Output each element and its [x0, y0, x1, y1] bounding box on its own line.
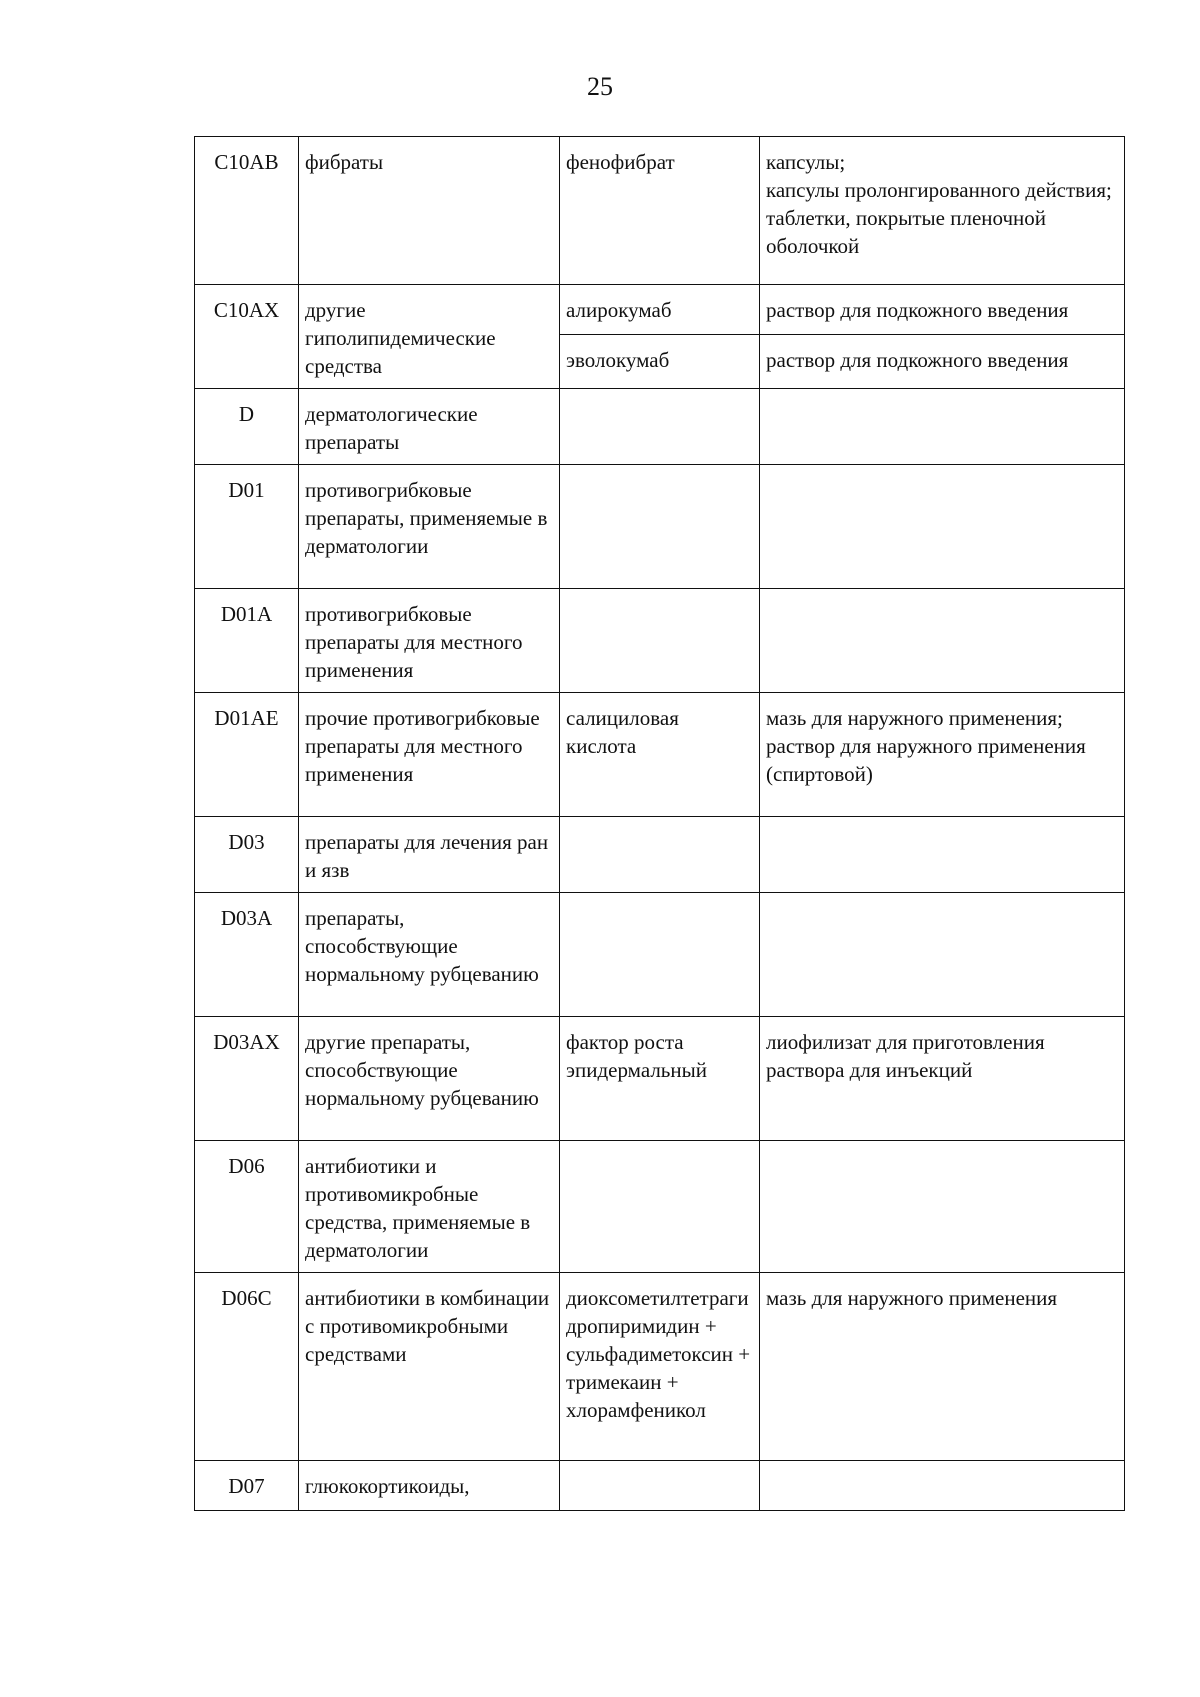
table-row: [195, 1273, 1125, 1461]
table-row: [195, 389, 1125, 465]
table-row: [195, 1017, 1125, 1141]
group-cell: препараты для лечения ран и язв: [299, 817, 560, 893]
form-cell: [760, 589, 1125, 693]
drug-cell: эволокумаб: [560, 334, 760, 388]
group-cell: фибраты: [299, 137, 560, 285]
form-cell: [760, 893, 1125, 1017]
table-row: [195, 817, 1125, 893]
drug-cell: [560, 589, 760, 693]
group-cell: противогрибковые препараты для местного применения: [299, 589, 560, 693]
atc-code-cell: D03A: [195, 893, 299, 1017]
form-line: таблетки, покрытые пленочной оболочкой: [766, 206, 1047, 258]
drug-cell: фактор роста эпидермальный: [560, 1017, 760, 1141]
table-row: [195, 137, 1125, 285]
drug-cell: диоксометилтетрагидропиримидин + сульфадиметоксин + тримекаин + хлорамфеникол: [560, 1273, 760, 1461]
drug-cell: [560, 1461, 760, 1511]
form-cell: раствор для подкожного введения: [760, 334, 1125, 388]
drug-cell: фенофибрат: [560, 137, 760, 285]
form-cell: [760, 465, 1125, 589]
group-cell: антибиотики в комбинации с противомикробными средствами: [299, 1273, 560, 1461]
table-row: [195, 893, 1125, 1017]
form-line: мазь для наружного применения;: [766, 706, 1063, 730]
group-cell: глюкокортикоиды,: [299, 1461, 560, 1511]
form-cell: мазь для наружного применения: [760, 1273, 1125, 1461]
drug-cell: салициловая кислота: [560, 693, 760, 817]
drug-cell: [560, 465, 760, 589]
atc-code-cell: C10AX: [195, 285, 299, 389]
form-cell: [760, 1141, 1125, 1273]
form-cell: [760, 1461, 1125, 1511]
atc-code-cell: D01A: [195, 589, 299, 693]
group-cell: противогрибковые препараты, применяемые в дерматологии: [299, 465, 560, 589]
atc-code-cell: D: [195, 389, 299, 465]
drug-cell: [560, 389, 760, 465]
form-cell: [760, 693, 1125, 817]
group-cell: дерматологические препараты: [299, 389, 560, 465]
atc-code-cell: C10AB: [195, 137, 299, 285]
form-cell: лиофилизат для приготовления раствора для инъекций: [760, 1017, 1125, 1141]
drug-cell: алирокумаб: [560, 285, 760, 335]
atc-code-cell: D06C: [195, 1273, 299, 1461]
drug-cell: [560, 817, 760, 893]
atc-code-cell: D03: [195, 817, 299, 893]
atc-code-cell: D07: [195, 1461, 299, 1511]
form-cell: [760, 817, 1125, 893]
table-row: [195, 1141, 1125, 1273]
group-cell: антибиотики и противомикробные средства, применяемые в дерматологии: [299, 1141, 560, 1273]
table-row: [195, 1461, 1125, 1511]
group-cell: другие препараты, способствующие нормальному рубцеванию: [299, 1017, 560, 1141]
form-line: капсулы пролонгированного действия;: [766, 178, 1112, 202]
drug-table: [194, 136, 1125, 1511]
table-row: [195, 589, 1125, 693]
table-row: [195, 693, 1125, 817]
group-cell: прочие противогрибковые препараты для местного применения: [299, 693, 560, 817]
group-cell: другие гиполипидемические средства: [299, 285, 560, 389]
atc-code-cell: D01: [195, 465, 299, 589]
form-cell: [760, 389, 1125, 465]
drug-cell: [560, 893, 760, 1017]
table-row: [195, 465, 1125, 589]
group-cell: препараты, способствующие нормальному рубцеванию: [299, 893, 560, 1017]
table-row: [195, 285, 1125, 335]
form-line: раствор для наружного применения (спиртовой): [766, 734, 1086, 786]
page-number: 25: [587, 72, 613, 101]
form-cell: [760, 137, 1125, 285]
atc-code-cell: D06: [195, 1141, 299, 1273]
atc-code-cell: D03AX: [195, 1017, 299, 1141]
atc-code-cell: D01AE: [195, 693, 299, 817]
drug-cell: [560, 1141, 760, 1273]
form-cell: раствор для подкожного введения: [760, 285, 1125, 335]
form-line: капсулы;: [766, 150, 846, 174]
